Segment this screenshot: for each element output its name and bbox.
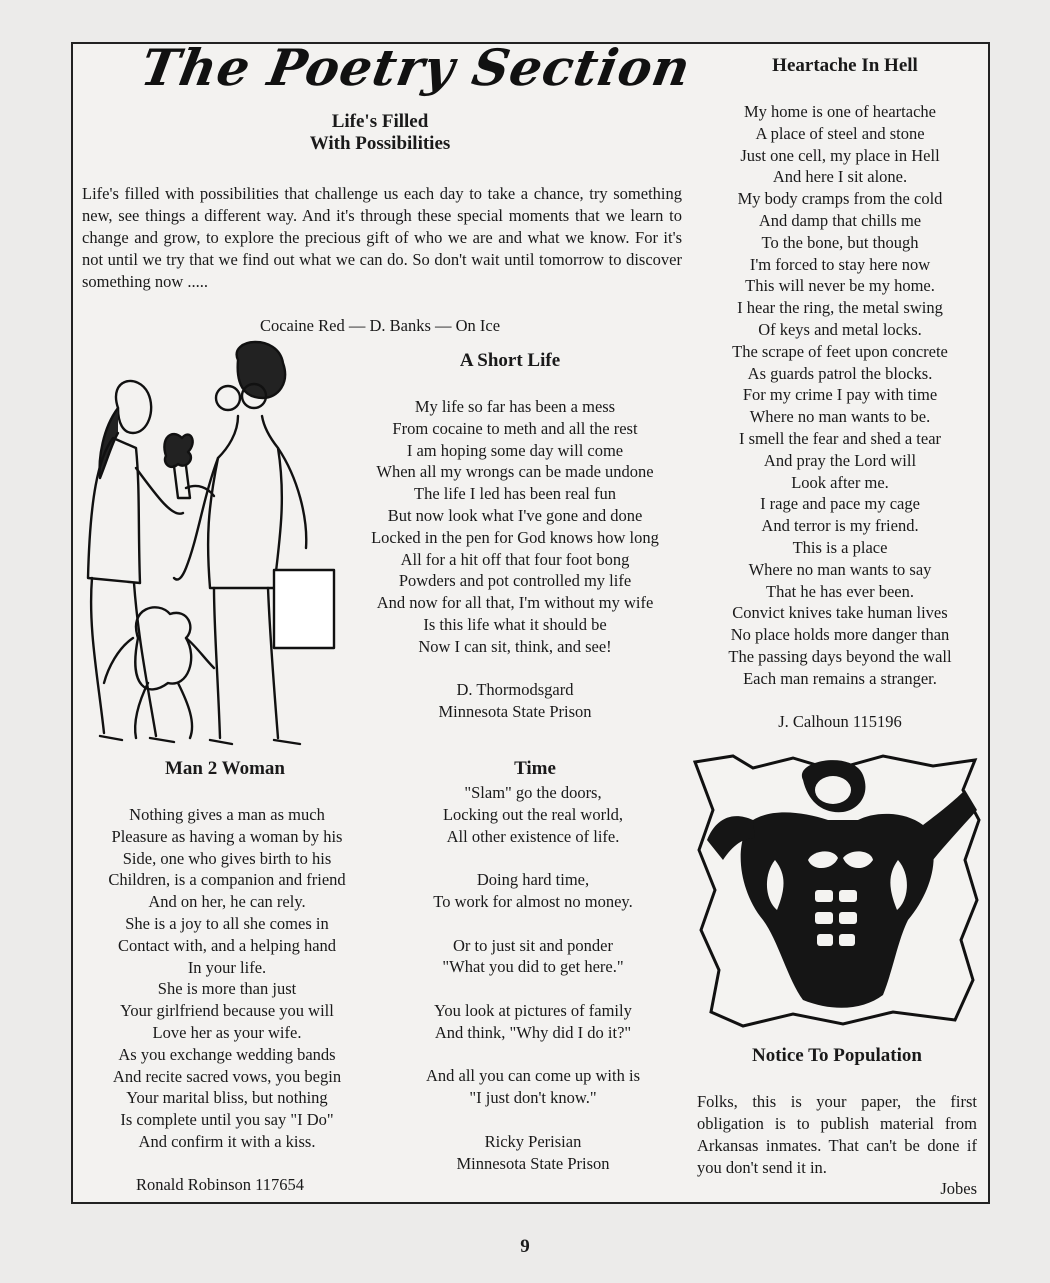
poem-line: As you exchange wedding bands [118,1044,336,1064]
short-life-affiliation: Minnesota State Prison [438,702,592,721]
poem-line: And terror is my friend. [761,516,919,536]
poem-line: Powders and pot controlled my life [398,571,632,591]
muscle-figure-illustration [693,750,983,1030]
poem-line: Love her as your wife. [152,1022,302,1042]
section-title: The Poetry Section [136,38,696,97]
poem-line: From cocaine to meth and all the rest [392,418,638,438]
poem-line [383,1044,683,1066]
poem-line: "Slam" go the doors, [464,783,602,802]
poem-line: Side, one who gives birth to his [122,848,332,868]
man2woman-poem [72,804,382,1153]
poem-line: Is complete until you say "I Do" [120,1110,334,1130]
short-life-author: D. Thormodsgard [456,680,574,699]
poem-line: I smell the fear and shed a tear [738,428,942,448]
poem-line: My home is one of heartache [744,102,936,121]
poem-line: That he has ever been. [766,581,914,601]
time-title: Time [514,758,556,779]
poem-line: And all you can come up with is [425,1066,640,1086]
cartoon-figures-image [78,338,340,750]
time-author: Ricky Perisian [484,1132,582,1151]
illustration-caption: Cocaine Red — D. Banks — On Ice [259,316,501,335]
poem-line: Now I can sit, think, and see! [418,636,612,656]
intro-title [280,111,480,155]
short-life-title: A Short Life [459,350,561,371]
poem-line: My body cramps from the cold [737,189,943,209]
poem-line: Doing hard time, [476,870,590,890]
poem-line: But now look what I've gone and done [387,505,643,525]
heartache-poem [690,101,990,690]
poem-line: The passing days beyond the wall [728,646,952,666]
poem-line: In your life. [187,957,267,977]
poem-line: Children, is a companion and friend [108,870,346,890]
poem-line: As guards patrol the blocks. [747,363,933,383]
cartoon-illustration [78,338,340,750]
poem-line: For my crime I pay with time [742,385,938,405]
poem-line: Or to just sit and ponder [453,935,613,955]
poem-line: Your marital bliss, but nothing [126,1088,328,1108]
poem-line: Look after me. [791,472,889,492]
poem-line: All other existence of life. [446,826,620,846]
intro-paragraph: Life's filled with possibilities that challenge us each day to take a chance, try something new, see things a different way. And it's through these special moments that we learn to change and grow, to explore the precious gift of who we are and what we know. For it's not until we try that we find out what we can do. So don't wait until tomorrow to discover something now ..... [82,184,682,291]
poem-line: When all my wrongs can be made undone [376,462,654,482]
poem-line: Nothing gives a man as much [129,805,325,824]
heartache-title: Heartache In Hell [772,55,918,76]
poem-line: She is a joy to all she comes in [125,913,329,933]
poem-line: She is more than just [157,979,297,999]
heartache-author: J. Calhoun 115196 [778,712,902,731]
poem-line: All for a hit off that four foot bong [400,549,630,569]
poem-line: And think, "Why did I do it?" [434,1022,632,1042]
poem-line: And recite sacred vows, you begin [112,1066,342,1086]
poem-line: Locking out the real world, [442,804,624,824]
poem-line: And pray the Lord will [763,450,917,470]
poem-line: Of keys and metal locks. [758,319,922,339]
poem-line: And confirm it with a kiss. [138,1131,316,1151]
poem-line [383,913,683,935]
poem-line: Locked in the pen for God knows how long [371,527,659,547]
poem-line: Is this life what it should be [423,614,607,634]
poem-line: And now for all that, I'm without my wife [376,593,654,613]
poem-line: I hear the ring, the metal swing [737,298,943,318]
poem-line [383,978,683,1000]
time-poem [383,782,683,1109]
man2woman-author: Ronald Robinson 117654 [135,1175,305,1194]
poem-line: I am hoping some day will come [406,440,624,460]
poem-line: Contact with, and a helping hand [117,935,337,955]
poem-line: And on her, he can rely. [148,892,306,912]
poem-line: "I just don't know." [469,1088,597,1108]
poem-line: The life I led has been real fun [413,484,617,504]
notice-title: Notice To Population [752,1045,922,1066]
short-life-poem [335,396,695,658]
poem-line: This is a place [792,537,888,557]
notice-body: Folks, this is your paper, the first obligation is to publish material from Arkansas inmates. That can't be done if you don't send it in. [697,1092,977,1177]
poem-line: The scrape of feet upon concrete [732,341,948,361]
notice-signature: Jobes [940,1179,977,1198]
poem-line [383,847,683,869]
poem-line: To the bone, but though [761,232,919,252]
time-affiliation: Minnesota State Prison [456,1154,610,1173]
poem-line: To work for almost no money. [433,891,633,911]
poem-line: Your girlfriend because you will [120,1001,334,1021]
poem-line: And here I sit alone. [772,167,908,187]
intro-title-line2: With Possibilities [309,133,451,154]
poem-line: No place holds more danger than [730,625,950,645]
poem-line: This will never be my home. [745,276,935,296]
poem-line: Where no man wants to be. [749,407,931,427]
poem-line: A place of steel and stone [755,123,925,143]
poem-line: Each man remains a stranger. [743,668,937,688]
poem-line: You look at pictures of family [434,1000,632,1020]
poem-line: Pleasure as having a woman by his [111,826,343,846]
poem-line: I rage and pace my cage [760,494,920,514]
muscle-figure-image [693,750,983,1030]
intro-title-line1: Life's Filled [331,111,429,132]
poem-line: Convict knives take human lives [732,603,948,623]
man2woman-title: Man 2 Woman [164,758,285,779]
poem-line: Just one cell, my place in Hell [740,145,940,165]
poem-line: And damp that chills me [758,210,922,230]
poem-line: "What you did to get here." [442,957,624,977]
poem-line: My life so far has been a mess [414,397,616,416]
poem-line: Where no man wants to say [748,559,932,579]
page-number: 9 [520,1236,530,1257]
poem-line: I'm forced to stay here now [749,254,931,274]
